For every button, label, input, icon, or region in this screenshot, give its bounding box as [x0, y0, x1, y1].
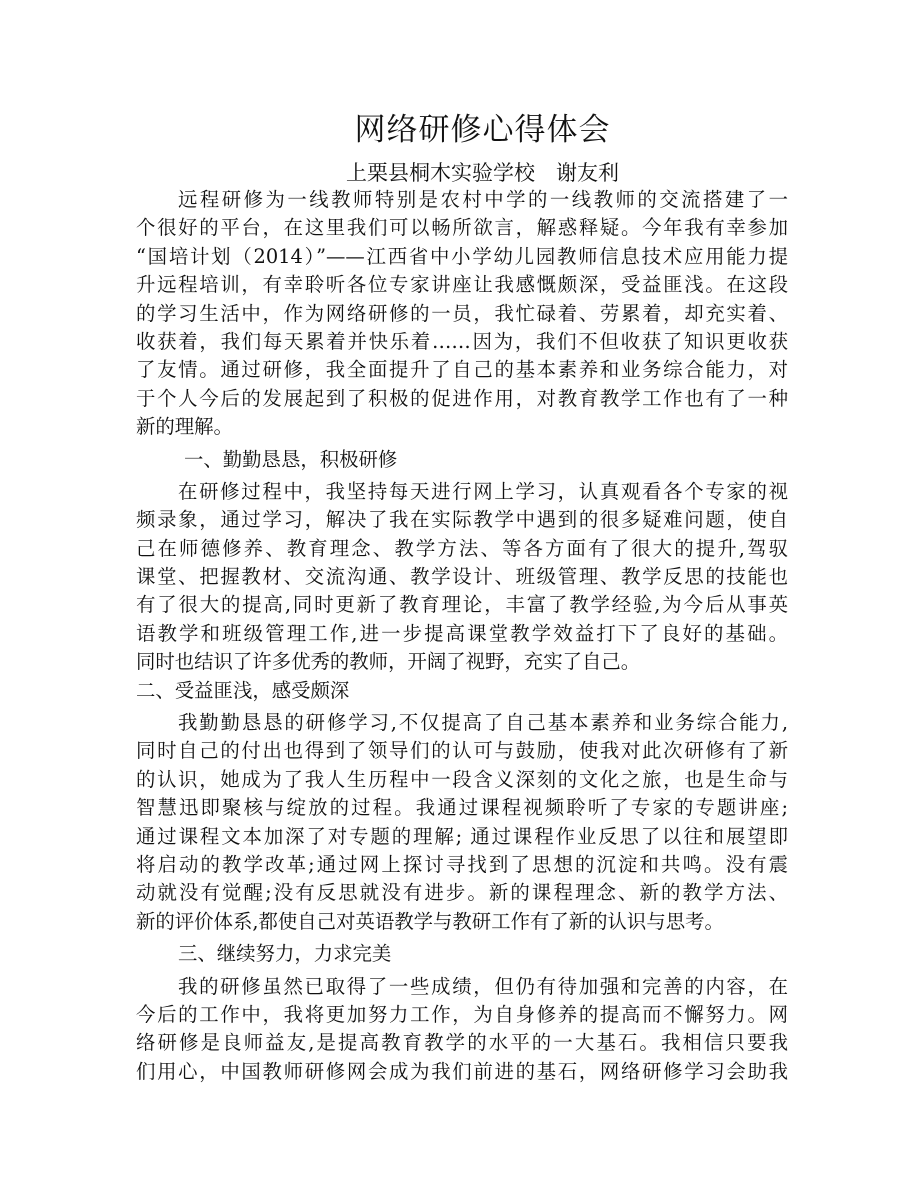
- paragraph-line: 的认识，她成为了我人生历程中一段含义深刻的文化之旅，也是生命与: [136, 767, 788, 791]
- paragraph-line: 在研修过程中，我坚持每天进行网上学习，认真观看各个专家的视: [178, 479, 788, 503]
- author-line: 上栗县桐木实验学校 谢友利: [346, 161, 619, 185]
- paragraph-line: 升远程培训，有幸聆听各位专家讲座让我感慨颇深，受益匪浅。在这段: [136, 273, 788, 297]
- paragraph-line: 们用心，中国教师研修网会成为我们前进的基石，网络研修学习会助我: [136, 1059, 788, 1083]
- paragraph-line: 课堂、把握教材、交流沟通、教学设计、班级管理、教学反思的技能也: [136, 565, 788, 589]
- paragraph-line: 了友情。通过研修，我全面提升了自己的基本素养和业务综合能力，对: [136, 358, 788, 382]
- paragraph-line: 的学习生活中，作为网络研修的一员，我忙碌着、劳累着，却充实着、: [136, 301, 788, 325]
- paragraph-line: 于个人今后的发展起到了积极的促进作用，对教育教学工作也有了一种: [136, 386, 788, 410]
- document-body: [136, 186, 788, 1086]
- paragraph-line: 同时自己的付出也得到了领导们的认可与鼓励，使我对此次研修有了新: [136, 739, 788, 763]
- section-heading-2: 二、受益匪浅，感受颇深: [136, 678, 350, 702]
- paragraph-line: “国培计划（2014）”——江西省中小学幼儿园教师信息技术应用能力提: [136, 244, 788, 268]
- paragraph-line: 络研修是良师益友,是提高教育教学的水平的一大基石。我相信只要我: [136, 1031, 788, 1055]
- paragraph-line: 个很好的平台，在这里我们可以畅所欲言，解惑释疑。今年我有幸参加: [136, 216, 788, 240]
- paragraph-line: 通过课程文本加深了对专题的理解; 通过课程作业反思了以往和展望即: [136, 824, 788, 848]
- paragraph-line: 今后的工作中，我将更加努力工作，为自身修养的提高而不懈努力。网: [136, 1002, 788, 1026]
- paragraph-line: 收获着，我们每天累着并快乐着……因为，我们不但收获了知识更收获: [136, 329, 788, 353]
- paragraph-line: 动就没有觉醒;没有反思就没有进步。新的课程理念、新的教学方法、: [136, 881, 788, 905]
- section-heading-3: 三、继续努力，力求完美: [178, 942, 392, 966]
- paragraph-line: 我的研修虽然已取得了一些成绩，但仍有待加强和完善的内容，在: [178, 974, 788, 998]
- paragraph-line: 将启动的教学改革;通过网上探讨寻找到了思想的沉淀和共鸣。没有震: [136, 852, 788, 876]
- paragraph-line: 新的评价体系,都使自己对英语教学与教研工作有了新的认识与思考。: [136, 909, 724, 933]
- paragraph-line: 新的理解。: [136, 415, 233, 439]
- paragraph-line: 有了很大的提高,同时更新了教育理论，丰富了教学经验,为今后从事英: [136, 593, 788, 617]
- paragraph-line: 语教学和班级管理工作,进一步提高课堂教学效益打下了良好的基础。: [136, 621, 788, 645]
- section-heading-1: 一、勤勤恳恳，积极研修: [184, 447, 398, 471]
- paragraph-line: 我勤勤恳恳的研修学习,不仅提高了自己基本素养和业务综合能力,: [178, 711, 788, 735]
- paragraph-line: 智慧迅即聚核与绽放的过程。我通过课程视频聆听了专家的专题讲座;: [136, 796, 788, 820]
- paragraph-line: 己在师德修养、教育理念、教学方法、等各方面有了很大的提升,驾驭: [136, 536, 788, 560]
- document-title: 网络研修心得体会: [354, 112, 611, 148]
- paragraph-line: 远程研修为一线教师特别是农村中学的一线教师的交流搭建了一: [178, 188, 788, 211]
- paragraph-line: 频录象，通过学习，解决了我在实际教学中遇到的很多疑难问题，使自: [136, 508, 788, 532]
- paragraph-line: 同时也结识了许多优秀的教师，开阔了视野，充实了自己。: [136, 650, 641, 674]
